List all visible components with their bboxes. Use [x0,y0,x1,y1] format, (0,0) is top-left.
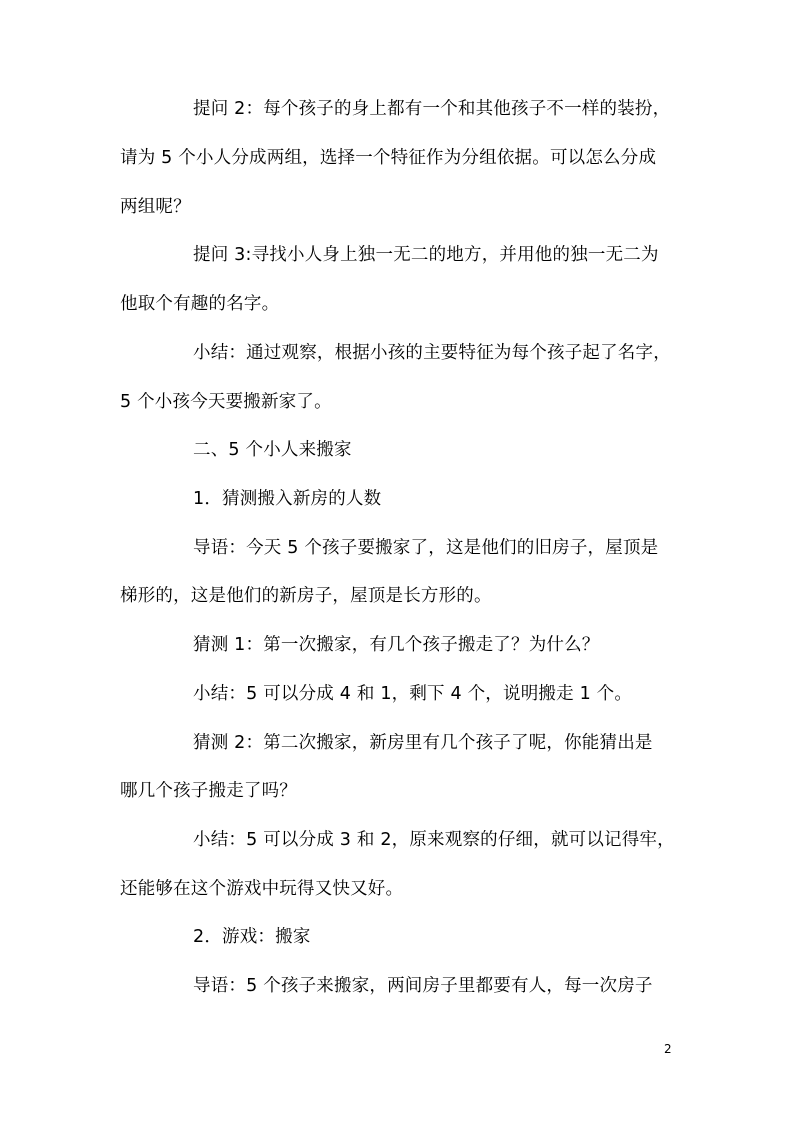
text-line: 提问 3:寻找小人身上独一无二的地方，并用他的独一无二为 [193,245,659,265]
text-line: 猜测 2：第二次搬家，新房里有几个孩子了呢，你能猜出是 [193,733,653,753]
text-line: 小结：5 可以分成 4 和 1，剩下 4 个，说明搬走 1 个。 [193,684,633,704]
text-line: 导语：今天 5 个孩子要搬家了，这是他们的旧房子，屋顶是 [193,538,659,558]
text-line: 导语：5 个孩子来搬家，两间房子里都要有人，每一次房子 [193,976,653,996]
subsection-heading: 1．猜测搬入新房的人数 [193,489,382,509]
text-line: 小结：5 可以分成 3 和 2，原来观察的仔细，就可以记得牢， [193,830,675,850]
text-line: 他取个有趣的名字。 [120,294,280,314]
text-line: 两组呢？ [120,197,191,217]
page-number: 2 [664,1042,672,1056]
text-line: 哪几个孩子搬走了吗？ [120,781,297,801]
text-line: 5 个小孩今天要搬新家了。 [120,392,332,412]
text-line: 小结：通过观察，根据小孩的主要特征为每个孩子起了名字， [193,343,671,363]
section-heading: 二、5 个小人来搬家 [193,440,352,460]
text-line: 还能够在这个游戏中玩得又快又好。 [120,879,404,899]
text-line: 梯形的，这是他们的新房子，屋顶是长方形的。 [120,586,492,606]
text-line: 猜测 1：第一次搬家，有几个孩子搬走了？为什么？ [193,635,600,655]
text-line: 请为 5 个小人分成两组，选择一个特征作为分组依据。可以怎么分成 [120,148,657,168]
text-line: 提问 2：每个孩子的身上都有一个和其他孩子不一样的装扮， [193,99,671,119]
subsection-heading: 2．游戏：搬家 [193,927,311,947]
